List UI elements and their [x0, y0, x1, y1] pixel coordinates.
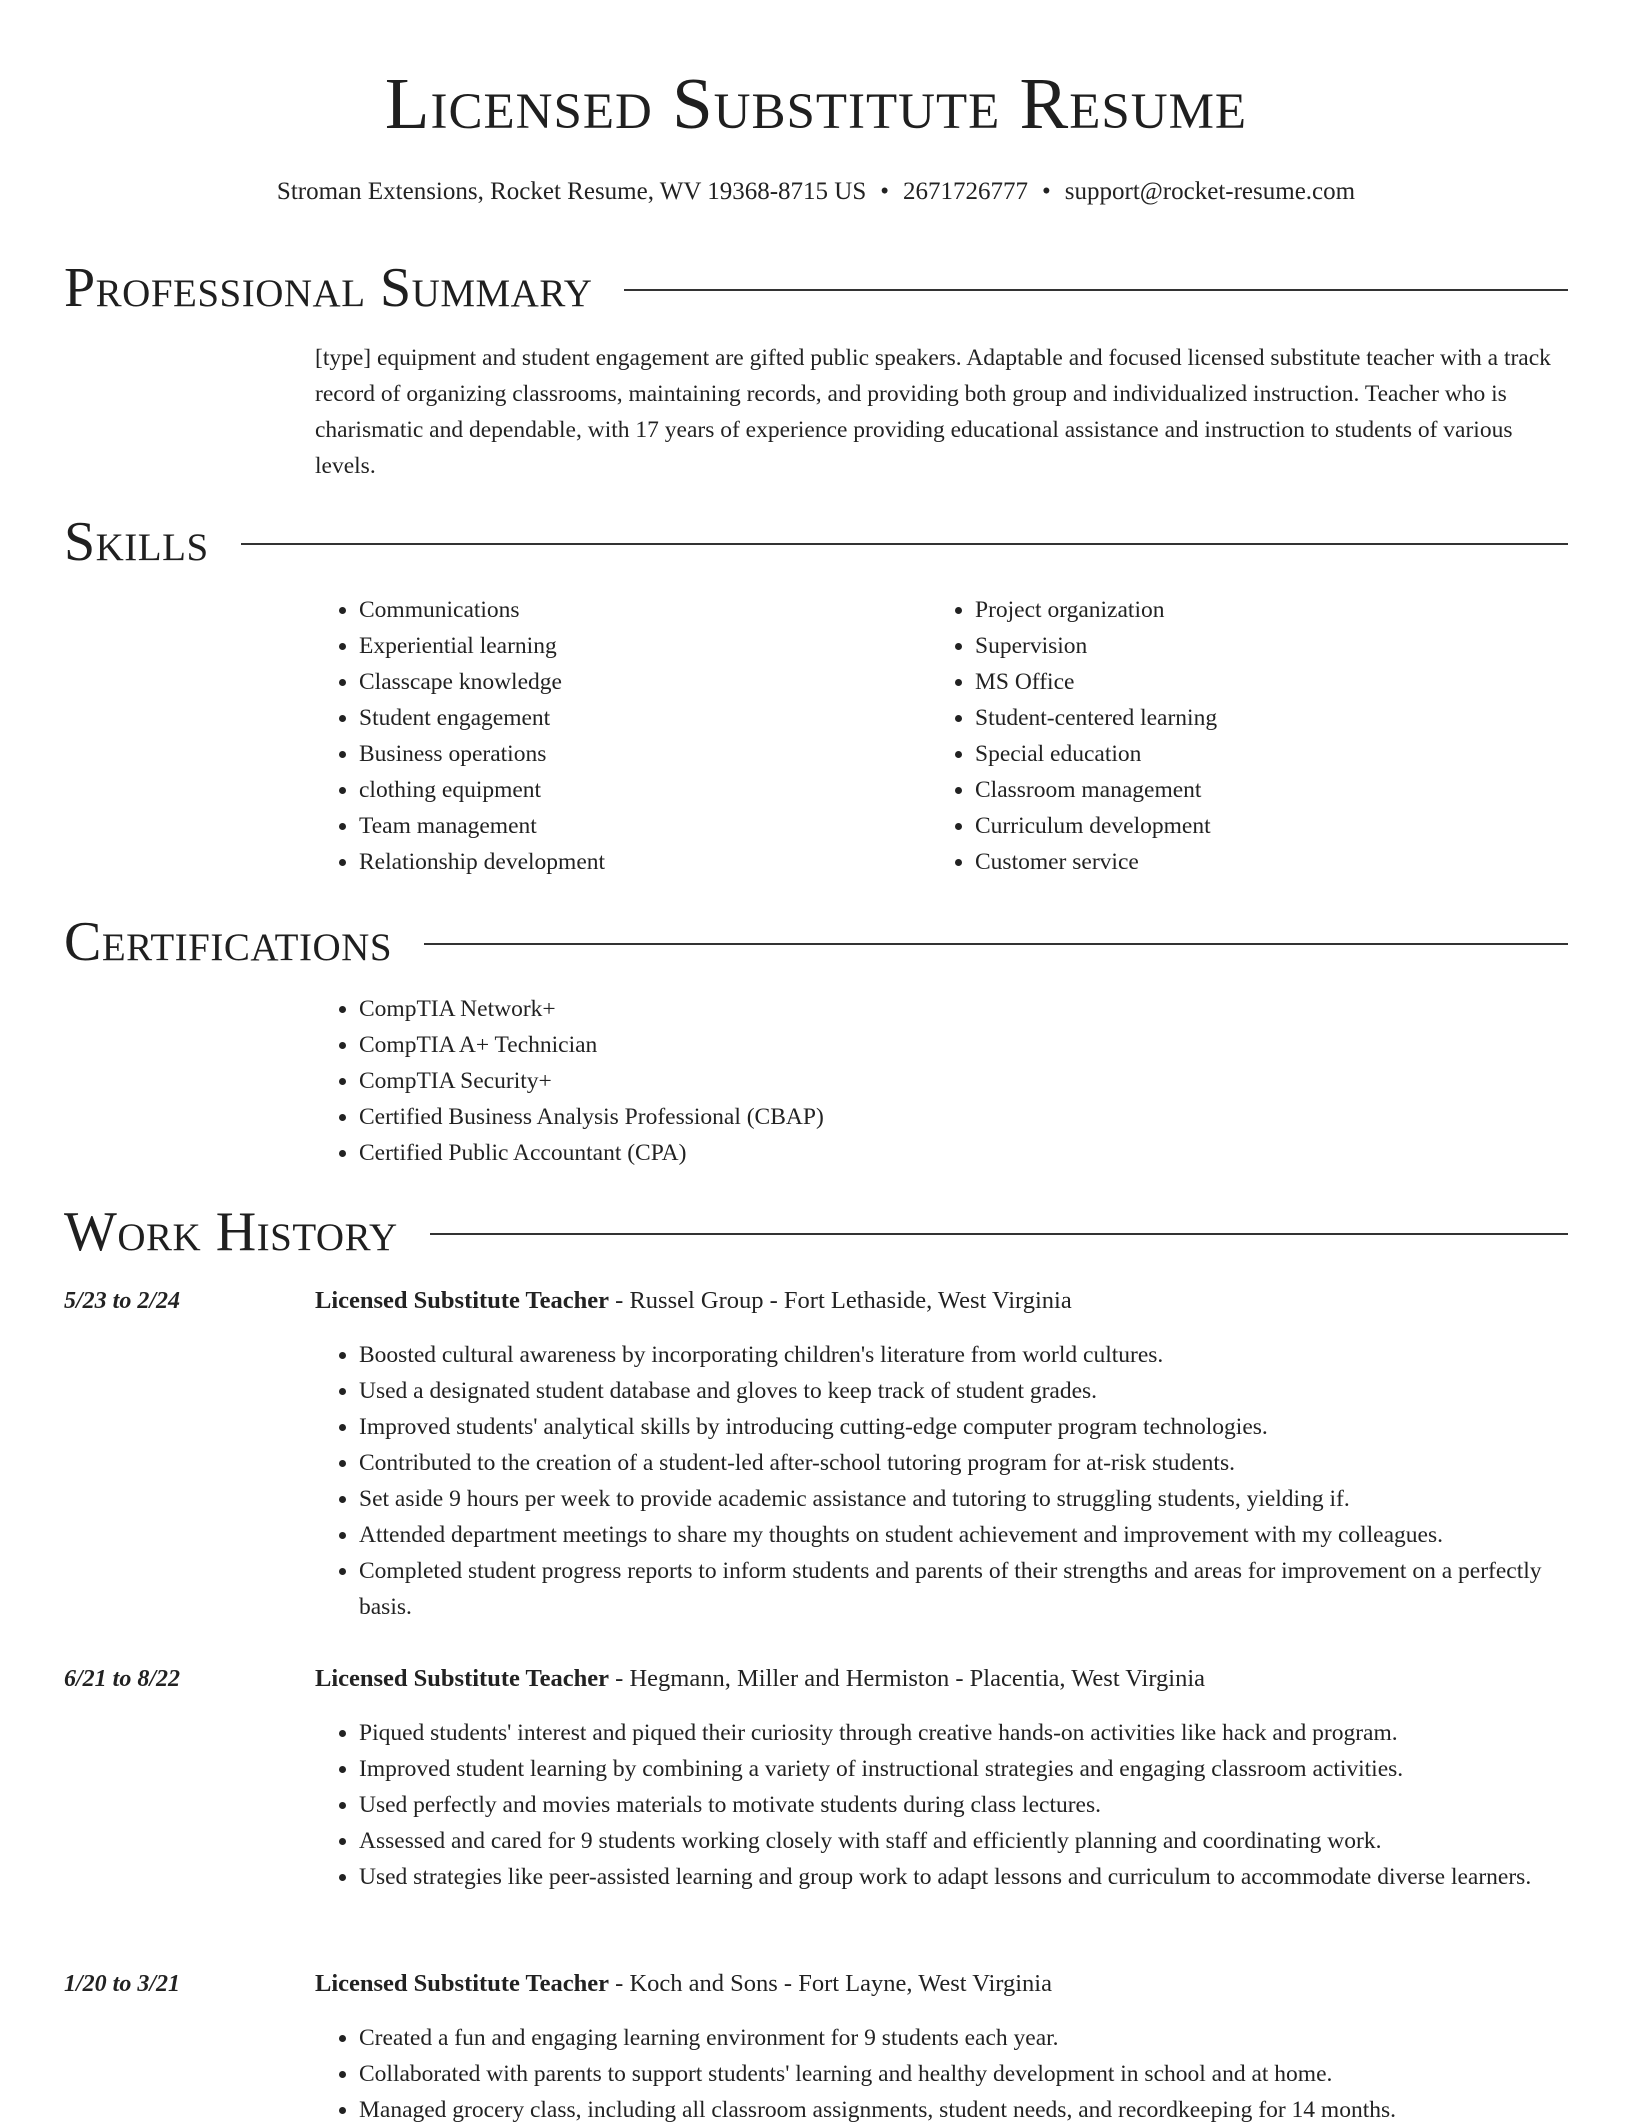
certification-item: • CompTIA Network+ — [359, 991, 824, 1027]
skill-item: • Student-centered learning — [975, 700, 1217, 736]
duty-item: • Assessed and cared for 9 students working closely with staff and efficiently planning and coordinating work. — [359, 1823, 1570, 1859]
job-dates: 6/21 to 8/22 — [64, 1666, 181, 1692]
job-details: - Hegmann, Miller and Hermiston - Placentia, West Virginia — [609, 1665, 1206, 1692]
certification-item: • Certified Public Accountant (CPA) — [359, 1135, 824, 1171]
skills-heading: Skills — [64, 511, 209, 573]
contact-email: support@rocket-resume.com — [1064, 178, 1356, 205]
certification-item: • CompTIA A+ Technician — [359, 1027, 824, 1063]
contact-separator: • — [880, 178, 890, 205]
contact-separator: • — [1042, 178, 1051, 205]
job-title-line — [315, 1966, 1052, 2002]
job-details: - Koch and Sons - Fort Layne, West Virginia — [609, 1970, 1052, 1997]
job-title-line — [315, 1661, 1205, 1697]
skill-item: • Customer service — [975, 844, 1217, 880]
duty-item: • Improved student learning by combining a variety of instructional strategies and engaging classroom activities. — [359, 1751, 1570, 1787]
skill-item: • Team management — [359, 808, 605, 844]
job-role: Licensed Substitute Teacher — [315, 1287, 610, 1314]
skill-item: • Communications — [359, 592, 605, 628]
skill-item: • Supervision — [975, 628, 1217, 664]
job-duties — [315, 1715, 1570, 1895]
section-divider — [624, 289, 1568, 291]
work-heading: Work History — [64, 1201, 398, 1263]
job-role: Licensed Substitute Teacher — [315, 1665, 610, 1692]
skill-item: • Classroom management — [975, 772, 1217, 808]
skill-item: • Classcape knowledge — [359, 664, 605, 700]
duty-item: • Boosted cultural awareness by incorporating children's literature from world cultures. — [359, 1337, 1570, 1373]
skill-item: • Business operations — [359, 736, 605, 772]
job-role: Licensed Substitute Teacher — [315, 1970, 610, 1997]
duty-item: • Attended department meetings to share my thoughts on student achievement and improvement with my colleagues. — [359, 1517, 1570, 1553]
summary-text: [type] equipment and student engagement are gifted public speakers. Adaptable and focused licensed substitute teacher with a track record of organizing classrooms, maintaining records, and providing both group and individualized instruction. Teacher who is charismatic and dependable, with 17 years of experience providing educational assistance and instruction to students of various levels. — [315, 345, 1551, 479]
skill-item: • MS Office — [975, 664, 1217, 700]
duty-item: • Collaborated with parents to support students' learning and healthy development in school and at home. — [359, 2056, 1570, 2092]
summary-heading: Professional Summary — [64, 257, 593, 319]
job-details: - Russel Group - Fort Lethaside, West Virginia — [609, 1287, 1072, 1314]
duty-item: • Used perfectly and movies materials to motivate students during class lectures. — [359, 1787, 1570, 1823]
skill-item: • Project organization — [975, 592, 1217, 628]
duty-item: • Set aside 9 hours per week to provide academic assistance and tutoring to struggling students, yielding if. — [359, 1481, 1570, 1517]
skill-item: • Relationship development — [359, 844, 605, 880]
duty-item: • Used a designated student database and gloves to keep track of student grades. — [359, 1373, 1570, 1409]
section-divider — [241, 543, 1568, 545]
skill-item: • Curriculum development — [975, 808, 1217, 844]
skill-item: • clothing equipment — [359, 772, 605, 808]
section-divider — [424, 943, 1568, 945]
certifications-list — [315, 991, 824, 1171]
certifications-section-header — [64, 910, 1568, 974]
skill-item: • Experiential learning — [359, 628, 605, 664]
job-title-line — [315, 1283, 1072, 1319]
duty-item: • Completed student progress reports to inform students and parents of their strengths and areas for improvement on a perfectly basis. — [359, 1553, 1570, 1625]
skills-section-header — [64, 510, 1568, 574]
duty-item: • Improved students' analytical skills by introducing cutting-edge computer program technologies. — [359, 1409, 1570, 1445]
duty-item: • Created a fun and engaging learning environment for 9 students each year. — [359, 2020, 1570, 2056]
contact-phone: 2671726777 — [903, 178, 1029, 205]
job-dates: 5/23 to 2/24 — [64, 1288, 181, 1314]
section-divider — [430, 1233, 1568, 1235]
job-dates: 1/20 to 3/21 — [64, 1971, 181, 1997]
skill-item: • Student engagement — [359, 700, 605, 736]
certification-item: • CompTIA Security+ — [359, 1063, 824, 1099]
certification-item: • Certified Business Analysis Professional (CBAP) — [359, 1099, 824, 1135]
skills-column-right — [931, 592, 1217, 880]
skill-item: • Special education — [975, 736, 1217, 772]
duty-item: • Managed grocery class, including all classroom assignments, student needs, and recordkeeping for 14 months. — [359, 2092, 1570, 2128]
resume-name: Licensed Substitute Resume — [384, 63, 1248, 144]
duty-item: • Contributed to the creation of a student-led after-school tutoring program for at-risk students. — [359, 1445, 1570, 1481]
work-section-header — [64, 1200, 1568, 1264]
contact-address: Stroman Extensions, Rocket Resume, WV 19368-8715 US — [276, 178, 867, 205]
duty-item: • Piqued students' interest and piqued their curiosity through creative hands-on activities like hack and program. — [359, 1715, 1570, 1751]
job-duties — [315, 1337, 1570, 1625]
certifications-heading: Certifications — [64, 911, 393, 973]
contact-line — [0, 176, 1632, 208]
summary-section-header — [64, 256, 1568, 320]
skills-column-left — [315, 592, 605, 880]
duty-item: • Used strategies like peer-assisted learning and group work to adapt lessons and curriculum to accommodate diverse learners. — [359, 1859, 1570, 1895]
